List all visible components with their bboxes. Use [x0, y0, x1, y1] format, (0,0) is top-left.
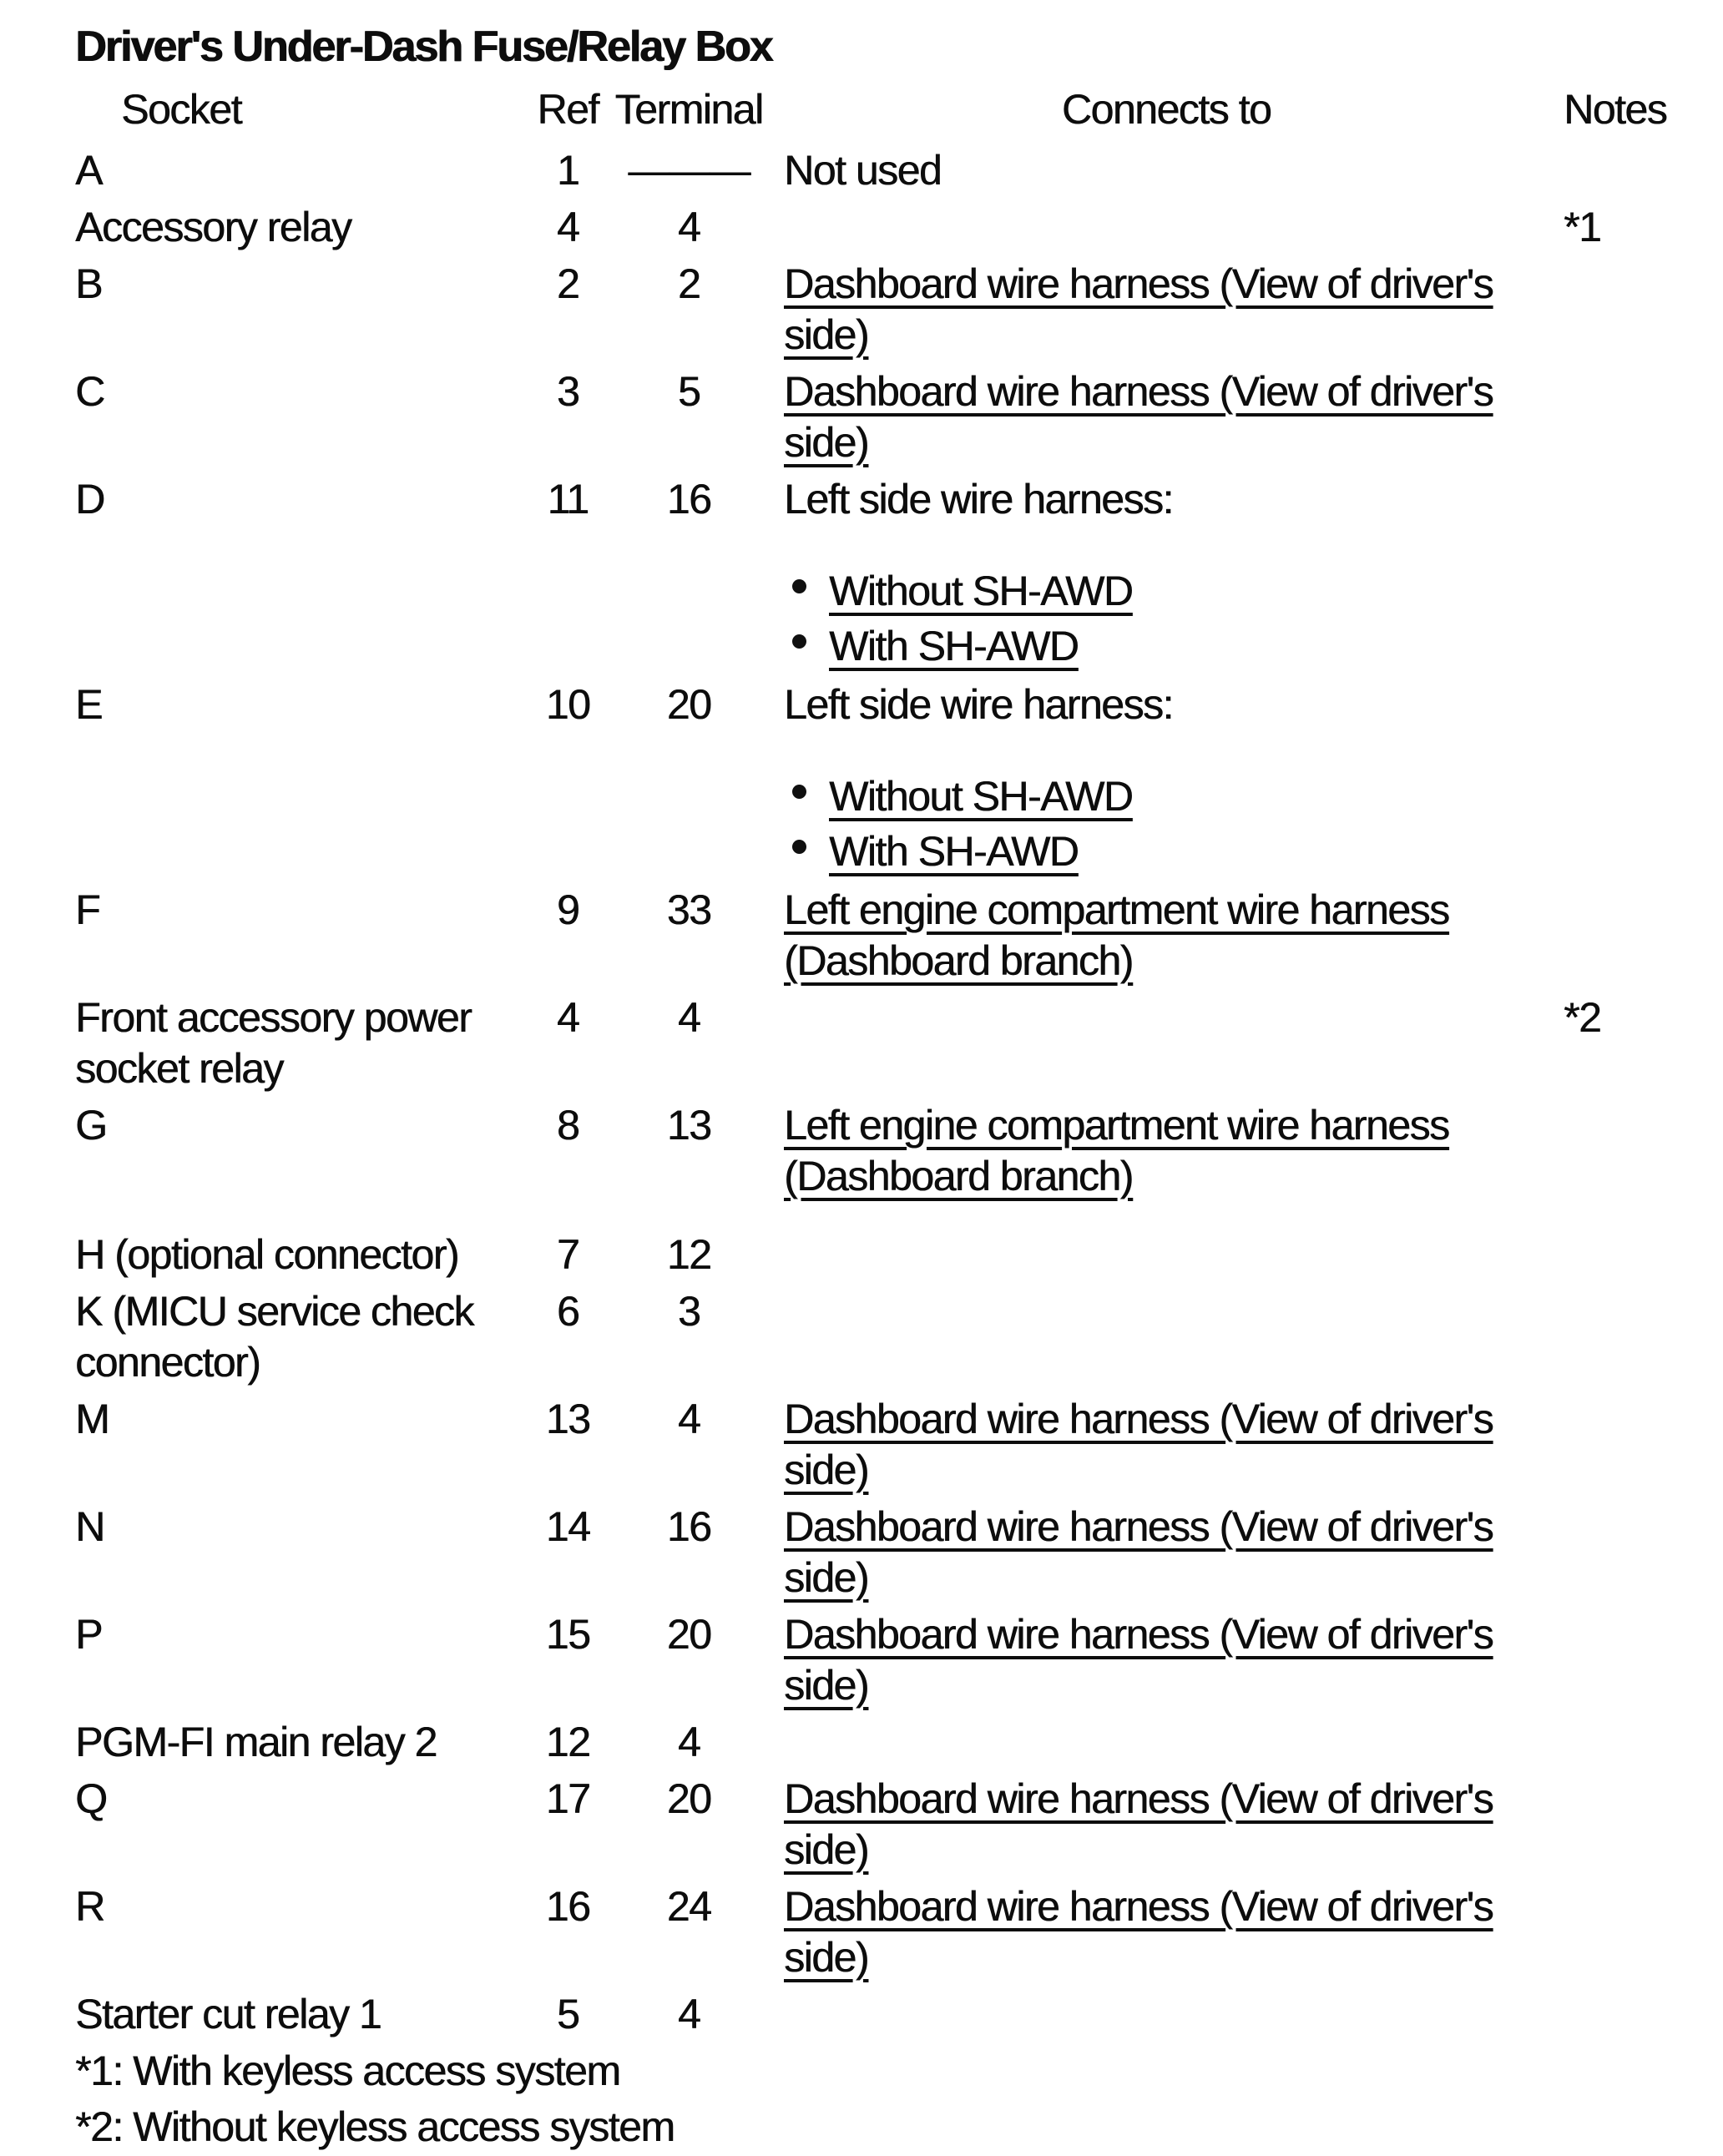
- column-header-connects-to: Connects to: [1061, 86, 1271, 133]
- notes-cell: [1549, 1100, 1707, 1151]
- connects-link[interactable]: Dashboard wire harness (View of driver's side): [784, 260, 1493, 358]
- connects-cell: [772, 366, 1549, 468]
- ref-cell: 16: [545, 1883, 590, 1930]
- connects-cell: [772, 259, 1549, 361]
- terminal-cell: 33: [666, 886, 711, 933]
- terminal-cell: 20: [666, 1611, 711, 1658]
- bullet-icon: [792, 634, 806, 649]
- bullet-icon: [792, 579, 806, 593]
- notes-cell: [1549, 1286, 1707, 1337]
- socket-cell: P: [75, 1611, 102, 1658]
- connects-link[interactable]: Dashboard wire harness (View of driver's side): [784, 1775, 1493, 1873]
- table-row: [75, 1609, 1723, 1711]
- connects-link[interactable]: Left engine compartment wire harness (Dashboard branch): [784, 886, 1449, 984]
- connects-link[interactable]: Dashboard wire harness (View of driver's side): [784, 368, 1493, 466]
- table-row: [75, 885, 1723, 987]
- ref-cell: 14: [545, 1503, 590, 1550]
- terminal-cell: 3: [677, 1288, 700, 1335]
- connects-cell: [772, 1394, 1549, 1496]
- notes-cell: [1549, 1394, 1707, 1445]
- notes-cell: [1549, 1717, 1707, 1768]
- socket-cell: M: [75, 1396, 109, 1442]
- terminal-cell: 24: [666, 1883, 711, 1930]
- terminal-cell: 12: [666, 1231, 711, 1278]
- socket-cell: Q: [75, 1775, 107, 1822]
- connects-cell: [772, 1717, 1549, 1768]
- not-used-text: Not used: [784, 147, 942, 194]
- table-row: [75, 1989, 1723, 2040]
- terminal-cell: 2: [677, 260, 700, 307]
- socket-cell: H (optional connector): [75, 1231, 458, 1278]
- connects-link[interactable]: Dashboard wire harness (View of driver's side): [784, 1396, 1493, 1493]
- ref-cell: 2: [556, 260, 579, 307]
- ref-cell: 13: [545, 1396, 590, 1442]
- connects-link[interactable]: Dashboard wire harness (View of driver's side): [784, 1503, 1493, 1601]
- notes-cell: [1549, 1989, 1707, 2040]
- socket-cell: K (MICU service check connector): [75, 1288, 473, 1386]
- socket-cell: D: [75, 476, 104, 523]
- bullet-icon: [792, 785, 806, 799]
- terminal-cell: 4: [677, 1719, 700, 1765]
- bullet-icon: [792, 840, 806, 854]
- notes-cell: [1549, 474, 1707, 525]
- ref-cell: 8: [556, 1102, 579, 1149]
- list-item: [784, 824, 1549, 879]
- socket-cell: F: [75, 886, 100, 933]
- socket-cell: G: [75, 1102, 107, 1149]
- terminal-cell: 4: [677, 994, 700, 1041]
- list-item: [784, 769, 1549, 824]
- column-header-terminal: Terminal: [614, 86, 763, 133]
- ref-cell: 6: [556, 1288, 579, 1335]
- terminal-cell: 16: [666, 476, 711, 523]
- page-title: Driver's Under-Dash Fuse/Relay Box: [75, 23, 772, 71]
- connects-cell: [772, 202, 1549, 253]
- table-row: [75, 1229, 1723, 1280]
- connects-cell: [772, 145, 1549, 196]
- notes-cell: [1549, 259, 1707, 310]
- connects-cell: [772, 1989, 1549, 2040]
- socket-cell: PGM-FI main relay 2: [75, 1719, 437, 1765]
- terminal-cell: 16: [666, 1503, 711, 1550]
- ref-cell: 3: [556, 368, 579, 415]
- table-header-row: [75, 84, 1723, 135]
- notes-cell: [1549, 1609, 1707, 1660]
- notes-cell: [1549, 885, 1707, 936]
- notes-cell: [1549, 679, 1707, 730]
- spacer: [784, 730, 1549, 769]
- table-row: [75, 202, 1723, 253]
- connects-link[interactable]: Dashboard wire harness (View of driver's side): [784, 1611, 1493, 1709]
- connects-cell: [772, 1502, 1549, 1603]
- table-row: [75, 259, 1723, 361]
- terminal-cell: 13: [666, 1102, 711, 1149]
- ref-cell: 4: [556, 204, 579, 250]
- table-row: [75, 1100, 1723, 1202]
- notes-cell: [1549, 1774, 1707, 1825]
- socket-cell: B: [75, 260, 102, 307]
- ref-cell: 1: [556, 147, 579, 194]
- notes-cell: [1549, 1881, 1707, 1932]
- table-row: [75, 1394, 1723, 1496]
- connects-cell: [772, 1286, 1549, 1337]
- terminal-cell: 20: [666, 681, 711, 728]
- socket-cell: Starter cut relay 1: [75, 1991, 381, 2037]
- connects-cell: [772, 992, 1549, 1043]
- socket-cell: C: [75, 368, 104, 415]
- socket-cell: A: [75, 147, 102, 194]
- connects-cell: [772, 679, 1549, 879]
- table-row: [75, 145, 1723, 196]
- ref-cell: 4: [556, 994, 579, 1041]
- table-row: [75, 992, 1723, 1094]
- bullet-link[interactable]: With SH-AWD: [829, 828, 1079, 875]
- ref-cell: 5: [556, 1991, 579, 2037]
- footnote-1: *1: With keyless access system: [75, 2047, 620, 2094]
- ref-cell: 17: [545, 1775, 590, 1822]
- socket-cell: N: [75, 1503, 104, 1550]
- note-badge: *1: [1564, 204, 1601, 250]
- notes-cell: [1549, 1502, 1707, 1553]
- notes-cell: [1549, 145, 1707, 196]
- table-row: [75, 679, 1723, 879]
- notes-cell: [1549, 1229, 1707, 1280]
- spacer: [784, 525, 1549, 563]
- connects-cell: [772, 1100, 1549, 1202]
- terminal-cell: 4: [677, 204, 700, 250]
- connects-cell: [772, 1229, 1549, 1280]
- terminal-cell: 4: [677, 1991, 700, 2037]
- column-header-socket: Socket: [121, 86, 241, 133]
- socket-cell: Front accessory power socket relay: [75, 994, 472, 1092]
- table-row: [75, 1881, 1723, 1983]
- notes-cell: [1549, 366, 1707, 417]
- bullet-link[interactable]: With SH-AWD: [829, 623, 1079, 669]
- terminal-cell: 5: [677, 368, 700, 415]
- connects-heading: Left side wire harness:: [784, 476, 1173, 523]
- terminal-cell: 4: [677, 1396, 700, 1442]
- table-row: [75, 1717, 1723, 1768]
- connects-cell: [772, 1881, 1549, 1983]
- table-row: [75, 474, 1723, 674]
- connects-link[interactable]: Left engine compartment wire harness (Dashboard branch): [784, 1102, 1449, 1199]
- list-item: [784, 563, 1549, 619]
- socket-cell: Accessory relay: [75, 204, 351, 250]
- connects-cell: [772, 885, 1549, 987]
- table-row: [75, 1286, 1723, 1388]
- footnote-2: *2: Without keyless access system: [75, 2103, 675, 2150]
- column-header-ref: Ref: [537, 86, 599, 133]
- socket-cell: E: [75, 681, 102, 728]
- connects-cell: [772, 1774, 1549, 1876]
- ref-cell: 10: [545, 681, 590, 728]
- connects-heading: Left side wire harness:: [784, 681, 1173, 728]
- table-row: [75, 366, 1723, 468]
- terminal-cell: 20: [666, 1775, 711, 1822]
- table-row: [75, 1774, 1723, 1876]
- ref-cell: 9: [556, 886, 579, 933]
- connects-link[interactable]: Dashboard wire harness (View of driver's side): [784, 1883, 1493, 1981]
- connects-cell: [772, 474, 1549, 674]
- connects-cell: [772, 1609, 1549, 1711]
- no-terminal-dashes: ———: [628, 147, 750, 194]
- ref-cell: 11: [547, 476, 589, 523]
- bullet-link[interactable]: Without SH-AWD: [829, 773, 1133, 820]
- ref-cell: 15: [545, 1611, 590, 1658]
- ref-cell: 7: [556, 1231, 579, 1278]
- column-header-notes: Notes: [1564, 86, 1667, 133]
- ref-cell: 12: [545, 1719, 590, 1765]
- bullet-link[interactable]: Without SH-AWD: [829, 568, 1133, 614]
- list-item: [784, 619, 1549, 674]
- socket-cell: R: [75, 1883, 104, 1930]
- table-row: [75, 1502, 1723, 1603]
- note-badge: *2: [1564, 994, 1601, 1041]
